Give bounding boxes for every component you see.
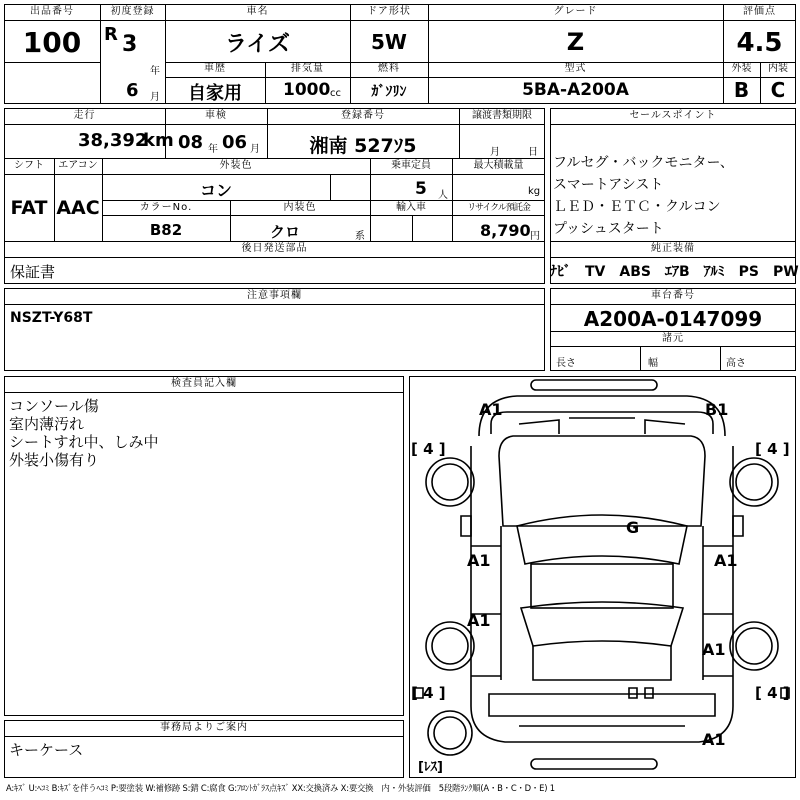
length-label: 長さ (556, 358, 576, 369)
car-name: ライズ (224, 32, 291, 57)
specs-label: 諸元 (662, 333, 684, 344)
width-label: 幅 (648, 358, 658, 369)
notes-text: NSZT-Y68T (10, 310, 93, 326)
inspection-year-unit: 年 (208, 144, 218, 155)
score-label: 評価点 (743, 6, 776, 17)
history: 自家用 (188, 83, 242, 104)
mileage-label: 走行 (73, 110, 96, 121)
color-number-label: カラーNo. (139, 202, 193, 213)
displacement-unit: cc (330, 88, 341, 99)
inspector-line-2: 室内薄汚れ (9, 415, 85, 433)
sales-line-4: プッシュスタート (553, 221, 664, 237)
interior-color: クロ (269, 223, 300, 241)
inspector-line-3: シートすれ中、しみ中 (9, 433, 159, 451)
damage-mark-rear-bumper: A1 (702, 730, 726, 749)
recycle-fee-label: リサイクル預託金 (467, 203, 530, 213)
grade-label: グレード (553, 6, 598, 17)
door-label: ドア形状 (367, 6, 411, 17)
reg-year: 3 (122, 32, 138, 57)
model-label: 型式 (564, 63, 587, 74)
plate-number: 湘南 527ｿ5 (309, 135, 417, 157)
recycle-fee-unit: 円 (530, 231, 540, 242)
shift: FAT (10, 197, 48, 219)
score: 4.5 (736, 28, 783, 58)
max-load-label: 最大積載量 (473, 160, 524, 171)
inspector-line-1: コンソール傷 (9, 397, 99, 415)
lot-number: 100 (22, 26, 82, 59)
height-label: 高さ (726, 358, 746, 369)
damage-mark-left-door: A1 (467, 551, 491, 570)
capacity-unit: 人 (438, 190, 448, 201)
exterior-color-label: 外装色 (219, 160, 253, 171)
model-code: 5BA-A200A (522, 80, 629, 100)
mileage-unit: km (143, 130, 174, 151)
fuel-label: 燃料 (378, 63, 400, 74)
air-conditioner: AAC (56, 197, 100, 219)
fuel: ｶﾞｿﾘﾝ (371, 84, 407, 100)
sales-line-3: ＬＥＤ・ＥＴＣ・クルコン (553, 199, 721, 215)
capacity: 5 (415, 179, 427, 199)
damage-mark-front-left: A1 (479, 400, 503, 419)
damage-mark-left-rear: A1 (467, 611, 491, 630)
tire-depth-rr: [ 4 ] (755, 684, 790, 702)
reg-month: 6 (126, 80, 139, 101)
factory-equipment-label: 純正装備 (651, 243, 695, 254)
inspection-month: 06 (222, 132, 248, 153)
door-type: 5W (371, 30, 407, 54)
tire-depth-rl: [ 4 ] (411, 684, 446, 702)
later-parts: 保証書 (10, 263, 56, 281)
interior-grade: C (770, 78, 786, 102)
later-parts-label: 後日発送部品 (241, 243, 308, 254)
tire-depth-fr: [ 4 ] (755, 440, 790, 458)
chassis-label: 車台番号 (651, 290, 695, 301)
interior-label: 内装 (768, 63, 788, 74)
import-label: 輸入車 (396, 202, 426, 213)
damage-mark-right-rear: A1 (702, 640, 726, 659)
ac-label: エアコン (58, 160, 98, 171)
shift-label: シフト (14, 160, 44, 171)
damage-mark-windshield: G (626, 518, 640, 537)
car-diagram (409, 376, 796, 778)
history-label: 車歴 (204, 63, 226, 74)
mileage: 38,392 (78, 130, 148, 151)
displacement: 1000 (283, 80, 331, 100)
plate-label: 登録番号 (341, 110, 385, 121)
inspection-month-unit: 月 (250, 144, 260, 155)
max-load-unit: kg (528, 186, 541, 197)
inspector-line-4: 外装小傷有り (9, 451, 100, 469)
sales-line-1: フルセグ・バックモニター、 (553, 155, 734, 171)
transfer-deadline-label: 譲渡書類期限 (472, 110, 532, 121)
chassis-number: A200A-0147099 (583, 307, 763, 331)
exterior-label: 外装 (731, 63, 752, 74)
legend: A:ｷｽﾞ U:ﾍｺﾐ B:ｷｽﾞを伴うﾍｺﾐ P:要塗装 W:補修跡 S:錆 C:腐食 G:ﾌﾛﾝﾄｶﾞﾗｽ点ｷｽﾞ XX:交換済み X:要交換 内・外装評価 5段階ﾗﾝｸ順(A・B・C・D・E) 1 (6, 783, 555, 793)
exterior-color: コン (199, 181, 232, 200)
office-label: 事務局よりご案内 (160, 722, 248, 733)
capacity-label: 乗車定員 (391, 160, 431, 171)
interior-color-suffix: 系 (355, 231, 365, 242)
first-reg-label: 初度登録 (110, 6, 155, 17)
inspector-label: 検査員記入欄 (171, 378, 237, 389)
car-name-label: 車名 (246, 6, 269, 17)
tire-depth-fl: [ 4 ] (411, 440, 446, 458)
damage-mark-right-door: A1 (714, 551, 738, 570)
transfer-month-unit: 月 (490, 147, 500, 158)
grade: Z (566, 28, 585, 56)
color-number: B82 (149, 221, 183, 239)
transfer-day-unit: 日 (528, 147, 538, 158)
inspection-year: 08 (178, 132, 204, 153)
month-unit: 月 (150, 92, 160, 103)
office-text: キーケース (9, 741, 84, 759)
factory-equipment: ﾅﾋﾞ TV ABS ｴｱB ｱﾙﾐ PS PW (550, 264, 799, 280)
inspection-label: 車検 (205, 110, 227, 121)
recycle-fee: 8,790 (480, 221, 531, 240)
interior-color-label: 内装色 (283, 202, 317, 213)
displacement-label: 排気量 (291, 63, 324, 74)
damage-mark-front-right: B1 (705, 400, 729, 419)
notes-label: 注意事項欄 (247, 290, 302, 301)
lot-label: 出品番号 (30, 6, 74, 17)
sales-line-2: スマートアシスト (553, 177, 664, 193)
spare-tire: [ﾚｽ] (418, 760, 443, 775)
era: R (104, 24, 118, 45)
sales-points-label: セールスポイント (629, 110, 717, 121)
exterior-grade: B (733, 78, 750, 102)
year-unit: 年 (150, 66, 160, 77)
